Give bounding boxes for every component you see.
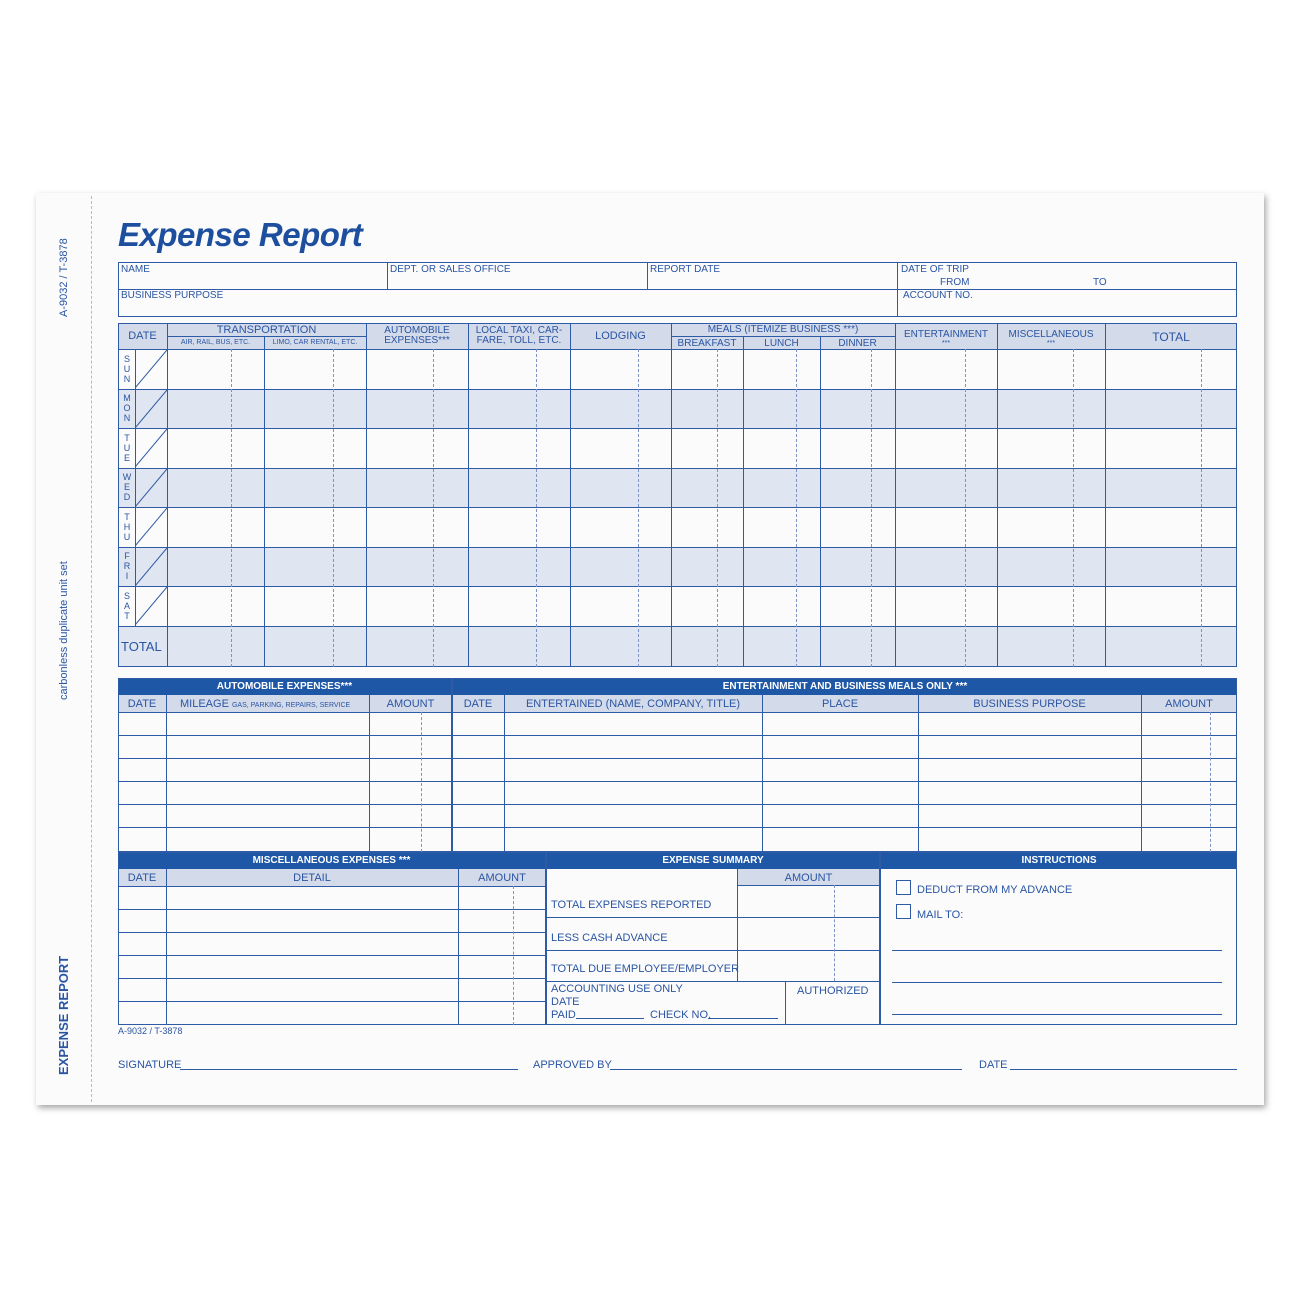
trip-to-label[interactable]: TO — [1093, 277, 1107, 288]
approved-by-line[interactable] — [610, 1069, 962, 1070]
date-of-trip-label[interactable]: DATE OF TRIP — [901, 264, 969, 275]
day-label-tue: T U E — [123, 433, 131, 463]
col-entertainment-mark: *** — [941, 340, 951, 347]
accounting-date-label: DATE — [551, 996, 580, 1008]
entertainment-band: ENTERTAINMENT AND BUSINESS MEALS ONLY *** — [453, 678, 1237, 695]
signature-label: SIGNATURE — [118, 1059, 182, 1071]
summary-col-amount: AMOUNT — [784, 872, 833, 884]
day-label-wed: W E D — [122, 472, 132, 502]
col-taxi-line1: LOCAL TAXI, CAR- — [475, 325, 563, 336]
report-date-field-label[interactable]: REPORT DATE — [650, 264, 721, 275]
col-lodging: LODGING — [595, 330, 646, 342]
page-title: Expense Report — [118, 216, 363, 253]
col-miscellaneous-mark: *** — [1046, 340, 1056, 347]
instructions-band: INSTRUCTIONS — [881, 852, 1237, 869]
ent-col-amount: AMOUNT — [1165, 698, 1213, 710]
col-dinner: DINNER — [838, 338, 877, 349]
col-taxi-line2: FARE, TOLL, ETC. — [476, 335, 562, 346]
paid-label: PAID — [551, 1009, 576, 1021]
authorized-label: AUTHORIZED — [797, 985, 869, 997]
footer-date-line[interactable] — [1010, 1069, 1237, 1070]
trip-from-label[interactable]: FROM — [940, 277, 970, 288]
day-label-thu: T H U — [123, 512, 131, 542]
dept-field-label[interactable]: DEPT. OR SALES OFFICE — [390, 264, 511, 275]
less-cash-advance-label: LESS CASH ADVANCE — [551, 932, 668, 944]
total-due-label: TOTAL DUE EMPLOYEE/EMPLOYER — [551, 963, 740, 975]
side-form-number: A-9032 / T-3878 — [58, 238, 70, 317]
col-transport-air: AIR, RAIL, BUS, ETC. — [180, 339, 251, 346]
deduct-advance-label: DEDUCT FROM MY ADVANCE — [917, 884, 1073, 896]
col-auto-line2: EXPENSES*** — [384, 335, 450, 346]
col-auto-line1: AUTOMOBILE — [384, 325, 450, 336]
day-label-sun: S U N — [123, 354, 131, 384]
col-total: TOTAL — [1152, 330, 1190, 344]
date-slash-lines — [135, 349, 167, 626]
footer-form-code: A-9032 / T-3878 — [118, 1026, 183, 1036]
business-purpose-field-label[interactable]: BUSINESS PURPOSE — [121, 290, 224, 301]
misc-col-detail: DETAIL — [293, 872, 331, 884]
col-date: DATE — [128, 330, 157, 342]
col-lunch: LUNCH — [764, 338, 799, 349]
col-entertainment: ENTERTAINMENT — [903, 329, 989, 340]
col-miscellaneous: MISCELLANEOUS — [1008, 329, 1094, 340]
ent-col-date: DATE — [463, 698, 493, 710]
automobile-expenses-band: AUTOMOBILE EXPENSES*** — [118, 678, 451, 695]
miscellaneous-band: MISCELLANEOUS EXPENSES *** — [118, 852, 545, 869]
side-set-type: carbonless duplicate unit set — [58, 561, 70, 700]
misc-col-date: DATE — [127, 872, 157, 884]
day-label-fri: F R I — [123, 551, 131, 581]
name-field-label[interactable]: NAME — [121, 264, 150, 275]
signature-line[interactable] — [180, 1069, 518, 1070]
auto-col-date: DATE — [127, 698, 157, 710]
col-breakfast: BREAKFAST — [677, 338, 737, 349]
ent-col-place: PLACE — [821, 698, 859, 710]
col-meals: MEALS (ITEMIZE BUSINESS ***) — [707, 324, 859, 335]
ent-col-entertained: ENTERTAINED (NAME, COMPANY, TITLE) — [525, 698, 741, 710]
auto-col-amount: AMOUNT — [386, 698, 435, 710]
side-report-name: EXPENSE REPORT — [56, 955, 71, 1075]
footer-date-label: DATE — [979, 1059, 1008, 1071]
auto-col-mileage: MILEAGE GAS, PARKING, REPAIRS, SERVICE — [180, 698, 351, 710]
ent-col-purpose: BUSINESS PURPOSE — [973, 698, 1086, 710]
check-no-label: CHECK NO. — [650, 1009, 712, 1021]
mail-to-line-1[interactable] — [892, 950, 1222, 951]
perforation-line — [91, 196, 92, 1102]
misc-col-amount: AMOUNT — [478, 872, 526, 884]
mail-to-line-2[interactable] — [892, 982, 1222, 983]
day-label-mon: M O N — [123, 393, 131, 423]
total-row-label: TOTAL — [121, 639, 162, 654]
deduct-advance-checkbox[interactable] — [896, 880, 911, 895]
mail-to-line-3[interactable] — [892, 1014, 1222, 1015]
total-expenses-reported-label: TOTAL EXPENSES REPORTED — [551, 899, 712, 911]
col-transportation: TRANSPORTATION — [216, 324, 317, 336]
expense-summary-band: EXPENSE SUMMARY — [547, 852, 879, 869]
account-no-field-label[interactable]: ACCOUNT NO. — [903, 290, 973, 301]
mail-to-label: MAIL TO: — [917, 909, 964, 921]
col-transport-limo: LIMO, CAR RENTAL, ETC. — [272, 339, 358, 346]
accounting-use-label: ACCOUNTING USE ONLY — [551, 983, 683, 995]
approved-by-label: APPROVED BY — [533, 1059, 612, 1071]
day-label-sat: S A T — [123, 591, 130, 621]
mail-to-checkbox[interactable] — [896, 904, 911, 919]
